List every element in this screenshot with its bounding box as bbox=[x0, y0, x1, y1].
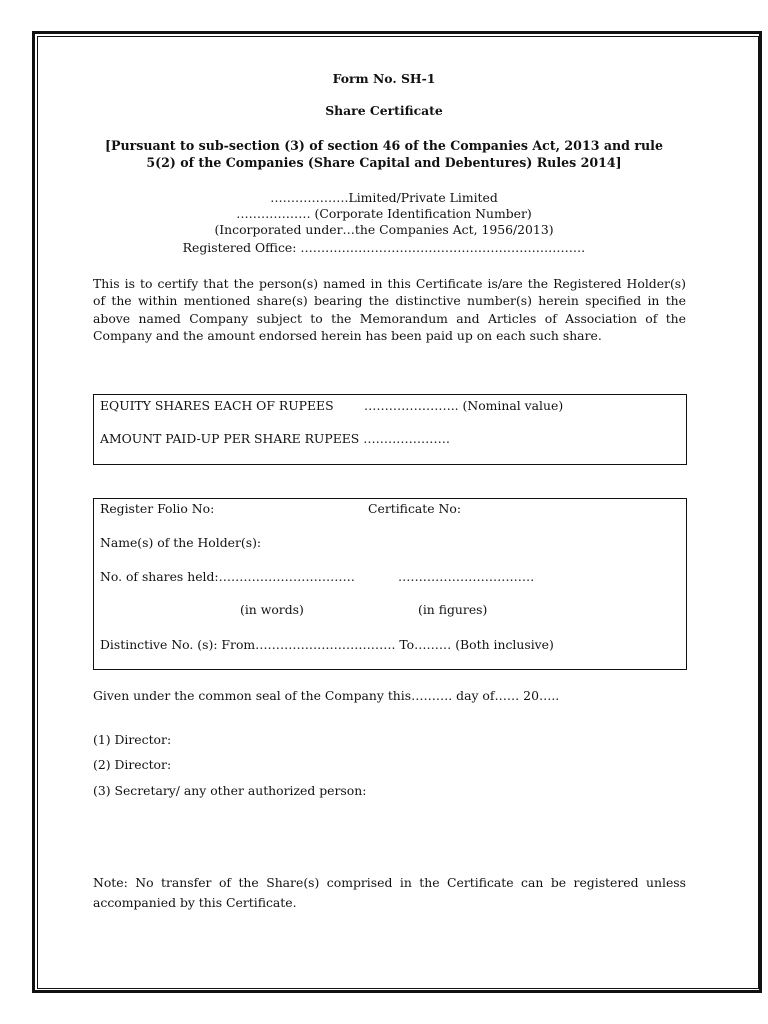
in-figures-label: (in figures) bbox=[418, 602, 488, 617]
secretary-label: (3) Secretary/ any other authorized person: bbox=[93, 783, 367, 798]
form-number: Form No. SH-1 bbox=[332, 71, 436, 86]
distinctive-no-label: Distinctive No. (s): From……………………………. To……… (Both inclusive) bbox=[100, 637, 554, 652]
in-words-label: (in words) bbox=[240, 602, 304, 617]
equity-shares-label: EQUITY SHARES EACH OF RUPEES bbox=[100, 398, 334, 413]
registered-office-line: Registered Office: …………………………………………………………… bbox=[182, 240, 586, 255]
holder-names-label: Name(s) of the Holder(s): bbox=[100, 535, 262, 550]
certificate-title: Share Certificate bbox=[325, 103, 443, 118]
incorporated-line: (Incorporated under…the Companies Act, 1956/2013) bbox=[214, 222, 554, 237]
pursuant-line-1: [Pursuant to sub-section (3) of section 46 of the Companies Act, 2013 and rule bbox=[105, 138, 663, 153]
transfer-note: Note: No transfer of the Share(s) comprised in the Certificate can be registered unless accompanied by this Certificate. bbox=[93, 875, 686, 910]
certify-paragraph: This is to certify that the person(s) named in this Certificate is/are the Registered Holder(s) of the within mentioned share(s) bearing the distinctive number(s) herein specified in the above named Company subject to the Memorandum and Articles of Association of the Company and the amount endorsed herein has been paid up on each such share. bbox=[93, 276, 686, 344]
director-2-label: (2) Director: bbox=[93, 757, 172, 772]
certificate-no-label: Certificate No: bbox=[368, 501, 461, 516]
pursuant-line-2: 5(2) of the Companies (Share Capital and Debentures) Rules 2014] bbox=[146, 155, 622, 170]
company-name-line: ……………….Limited/Private Limited bbox=[270, 190, 498, 205]
shares-box bbox=[93, 394, 687, 465]
director-1-label: (1) Director: bbox=[93, 732, 172, 747]
paid-up-label: AMOUNT PAID-UP PER SHARE RUPEES ………………… bbox=[100, 431, 450, 446]
holder-box bbox=[93, 498, 687, 670]
shares-held-figures: …………………………… bbox=[398, 569, 535, 584]
shares-held-label: No. of shares held:…………………………… bbox=[100, 569, 355, 584]
nominal-value: ………………….. (Nominal value) bbox=[364, 398, 564, 413]
cin-line: ……………… (Corporate Identification Number) bbox=[236, 206, 532, 221]
common-seal-line: Given under the common seal of the Company this………. day of…… 20….. bbox=[93, 688, 560, 703]
register-folio-label: Register Folio No: bbox=[100, 501, 215, 516]
